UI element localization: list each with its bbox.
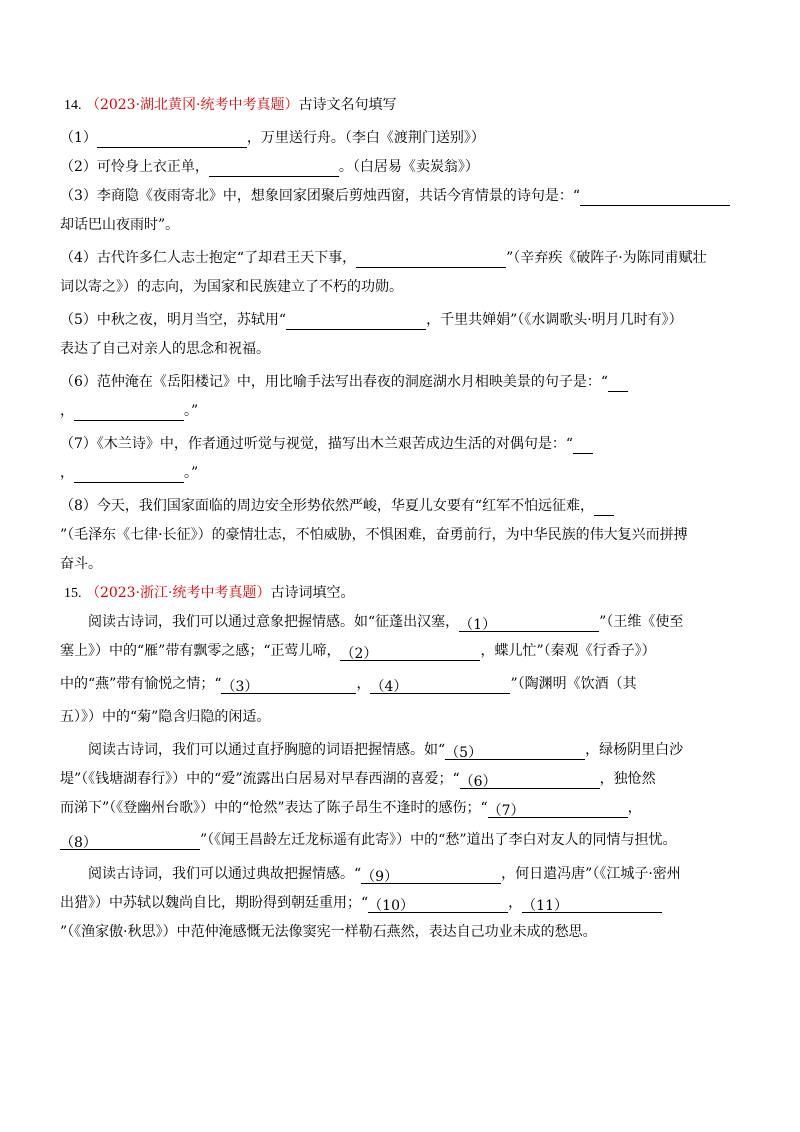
q15-text: 塞上》）中的“雁”带有飘零之感；“正莺儿啼， — [60, 643, 341, 659]
question-title: 古诗词填空。 — [270, 585, 355, 601]
q14-item-7-cont — [60, 463, 740, 483]
q15-p1-line-4 — [60, 707, 740, 727]
q14-text: ， — [60, 465, 74, 481]
q15-p1-line-3 — [60, 674, 740, 694]
q14-text: （5）中秋之夜，明月当空，苏轼用“ — [60, 312, 287, 328]
q14-text: 。（白居易《卖炭翁》） — [338, 159, 479, 175]
answer-blank[interactable] — [340, 644, 480, 661]
q14-text: ，千里共婵娟”（《水调歌头·明月几时有》） — [426, 312, 683, 328]
blank-number: （7） — [487, 803, 525, 818]
q14-item-3-cont — [60, 215, 740, 235]
q15-p2-line-4 — [60, 830, 740, 850]
q14-item-7 — [60, 434, 740, 454]
q14-text: （4）古代许多仁人志士抱定“了却君王天下事， — [60, 250, 357, 266]
q15-text: ，蝶儿忙”（秦观《行香子》） — [480, 643, 656, 659]
question-title: 古诗文名句填写 — [298, 97, 397, 113]
blank-number: （1） — [459, 617, 497, 632]
blank-number: （6） — [459, 774, 497, 789]
answer-blank[interactable] — [97, 131, 247, 148]
q14-text: （1） — [60, 130, 97, 146]
q14-text: 。” — [184, 465, 199, 481]
q15-text: 堤”（《钱塘湖春行》）中的“爱”流露出白居易对早春西湖的喜爱；“ — [60, 771, 460, 787]
q14-text: （3）李商隐《夜雨寄北》中，想象回家团聚后剪烛西窗，共话今宵情景的诗句是：“ — [60, 188, 581, 204]
answer-blank[interactable] — [368, 896, 508, 913]
q14-item-3 — [60, 186, 740, 206]
q14-item-6-cont — [60, 401, 740, 421]
answer-blank[interactable] — [74, 466, 184, 483]
q15-text: 五）》）中的“菊”隐含归隐的闲适。 — [60, 709, 271, 725]
answer-blank[interactable] — [286, 313, 426, 330]
q14-item-5 — [60, 310, 740, 330]
blank-number: （4） — [370, 679, 408, 694]
q15-text: ， — [627, 800, 642, 816]
q15-text: 阅读古诗词，我们可以通过直抒胸臆的词语把握情感。如“ — [88, 742, 446, 758]
question-number: 14. — [64, 98, 82, 113]
q14-item-4 — [60, 248, 740, 268]
q15-text: 中的“燕”带有愉悦之情；“ — [60, 676, 222, 692]
answer-blank[interactable] — [460, 772, 600, 789]
answer-blank[interactable] — [370, 677, 510, 694]
q14-text: （8）今天，我们国家面临的周边安全形势依然严峻，华夏儿女要有“红军不怕远征难， — [60, 498, 595, 514]
answer-blank[interactable] — [459, 615, 599, 632]
q15-text: ，独怆然 — [599, 771, 656, 787]
q15-text: ， — [508, 895, 523, 911]
question-source: （2023·湖北黄冈·统考中考真题） — [85, 97, 299, 113]
q14-item-8 — [60, 496, 740, 516]
q15-text: ， — [356, 676, 371, 692]
q15-p2-line-2 — [60, 769, 740, 789]
q15-p3-line-2 — [60, 893, 740, 913]
q14-item-5-cont — [60, 339, 740, 359]
answer-blank[interactable] — [445, 743, 585, 760]
answer-blank[interactable] — [209, 160, 339, 177]
answer-blank[interactable] — [221, 677, 356, 694]
blank-number: （2） — [340, 646, 378, 661]
answer-blank[interactable] — [60, 833, 200, 850]
q15-p3-line-1 — [88, 864, 740, 884]
question-source: （2023·浙江·统考中考真题） — [85, 585, 271, 601]
q14-item-4-cont — [60, 277, 740, 297]
blank-number: （8） — [60, 835, 97, 850]
question-number: 15. — [64, 586, 82, 601]
q15-text: 而涕下”（《登幽州台歌》）中的“怆然”表达了陈子昂生不逢时的感伤；“ — [60, 800, 488, 816]
q14-text: （7）《木兰诗》中，作者通过听觉与视觉，描写出木兰艰苦成边生活的对偶句是：“ — [60, 436, 574, 452]
q14-text: ， — [60, 403, 74, 419]
blank-number: （9） — [361, 869, 399, 884]
blank-number: （10） — [368, 898, 414, 913]
q15-text: ”（《闻王昌龄左迁龙标遥有此寄》）中的“愁”道出了李白对友人的同情与担忧。 — [200, 832, 677, 848]
q14-text: （6）范仲淹在《岳阳楼记》中，用比喻手法写出春夜的洞庭湖水月相映美景的句子是：“ — [60, 374, 609, 390]
answer-blank[interactable] — [361, 867, 501, 884]
q14-text: ”（毛泽东《七律·长征》）的豪情壮志，不怕威胁，不惧困难，奋勇前行，为中华民族的伟大复兴而拼搏 — [60, 527, 688, 543]
q15-p1-line-2 — [60, 641, 740, 661]
q14-text: 词以寄之》）的志向，为国家和民族建立了不朽的功勋。 — [60, 279, 403, 295]
blank-number: （5） — [445, 745, 483, 760]
answer-blank[interactable] — [356, 251, 506, 268]
answer-blank[interactable] — [573, 437, 593, 454]
q14-text: ，万里送行舟。（李白《渡荆门送别》） — [246, 130, 485, 146]
q14-item-8-cont2 — [60, 554, 740, 574]
q15-p2-line-1 — [88, 740, 740, 760]
q15-text: ，何日遣冯唐”（《江城子·密州 — [501, 866, 681, 882]
q14-text: 奋斗。 — [60, 556, 102, 572]
q14-item-6 — [60, 372, 740, 392]
answer-blank[interactable] — [594, 499, 614, 516]
answer-blank[interactable] — [522, 896, 662, 913]
q15-p2-line-3 — [60, 798, 740, 818]
q15-text: ，绿杨阴里白沙 — [585, 742, 684, 758]
answer-blank[interactable] — [74, 404, 184, 421]
q14-item-2 — [60, 157, 740, 177]
q14-item-1 — [60, 128, 740, 148]
answer-blank[interactable] — [580, 189, 730, 206]
question-15-header — [64, 583, 354, 604]
q15-text: 出猎》）中苏轼以魏尚自比，期盼得到朝廷重用；“ — [60, 895, 369, 911]
q14-text: ”（辛弃疾《破阵子·为陈同甫赋壮 — [506, 250, 707, 266]
q14-text: （2）可怜身上衣正单， — [60, 159, 209, 175]
q15-text: ”（陶渊明《饮酒（其 — [510, 676, 637, 692]
blank-number: （3） — [221, 679, 259, 694]
q15-text: 阅读古诗词，我们可以通过意象把握情感。如“征蓬出汉塞， — [88, 614, 460, 630]
q14-text: 。” — [184, 403, 199, 419]
q15-text: ”（《渔家傲·秋思》）中范仲淹感慨无法像窦宪一样勒石燕然，表达自己功业未成的愁思。 — [60, 924, 597, 940]
q14-item-8-cont — [60, 525, 740, 545]
q15-text: ”（王维《使至 — [599, 614, 684, 630]
answer-blank[interactable] — [488, 801, 628, 818]
q15-text: 阅读古诗词，我们可以通过典故把握情感。“ — [88, 866, 362, 882]
q15-p3-line-3 — [60, 922, 740, 942]
blank-number: （11） — [522, 898, 568, 913]
answer-blank[interactable] — [608, 375, 628, 392]
q15-p1-line-1 — [88, 612, 740, 632]
q14-text: 却话巴山夜雨时”。 — [60, 217, 180, 233]
question-14-header — [64, 95, 396, 116]
q14-text: 表达了自己对亲人的思念和祝福。 — [60, 341, 270, 357]
